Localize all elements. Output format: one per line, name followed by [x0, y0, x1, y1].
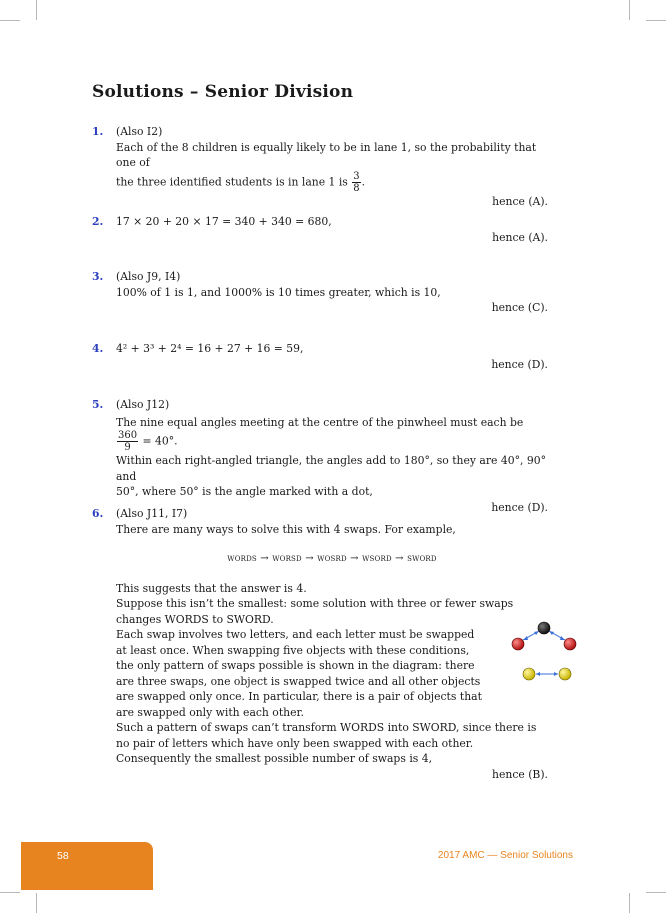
solution-2: [92, 214, 548, 245]
question-note: (Also J12): [116, 398, 170, 411]
ball-black: [538, 622, 550, 634]
solution-text: This suggests that the answer is 4.: [116, 581, 307, 595]
arrowhead: [523, 636, 528, 640]
solution-text: Each of the 8 children is equally likely to be in lane 1, so the probability that one of: [116, 140, 537, 169]
crop-mark: [36, 0, 37, 20]
footer-title: 2017 AMC — Senior Solutions: [437, 850, 573, 861]
answer: hence (A).: [492, 194, 548, 208]
question-note: (Also I2): [116, 125, 163, 138]
question-number: 5.: [92, 398, 104, 411]
footer-bar: [21, 842, 153, 890]
ball-red-right: [564, 638, 576, 650]
answer: hence (B).: [492, 767, 548, 781]
crop-mark: [646, 892, 666, 893]
arrowhead: [560, 636, 565, 640]
solution-text: 50°, where 50° is the angle marked with a dot,: [116, 485, 373, 498]
solution-text: Such a pattern of swaps can’t transform WORDS into SWORD, since there is no pair of letters which have only been swapped with each other. Consequently the smallest possible number of swaps is 4,: [116, 721, 537, 765]
solution-4: [92, 341, 548, 372]
solution-1: [92, 124, 548, 209]
solution-6: [92, 506, 548, 782]
solution-5: [92, 397, 548, 515]
page-number: 58: [57, 850, 69, 862]
question-number: 6.: [92, 507, 104, 520]
swap-chain: words → worsd → wosrd → wsord → sword: [227, 553, 437, 564]
arrowhead: [536, 672, 540, 676]
page-title: Solutions – Senior Division: [92, 82, 354, 102]
solution-text: Each swap involves two letters, and each letter must be swapped at least once. When swapping five objects with these conditions, the only pattern of swaps possible is shown in the diagram: there are three swaps, one object is swapped twice and all other objects are swapped only once. In particular, there is a pair of objects that are swapped only with each other.: [116, 628, 482, 719]
question-number: 2.: [92, 215, 104, 228]
crop-mark: [0, 20, 20, 21]
solution-text: Suppose this isn’t the smallest: some solution with three or fewer swaps changes WORDS to SWORD.: [116, 597, 514, 626]
solution-text: the three identified students is in lane 1 is $\frac{3}{8}$ .: [116, 170, 366, 194]
question-note: (Also J11, I7): [116, 507, 188, 520]
swap-diagram: [508, 616, 588, 686]
question-number: 4.: [92, 342, 104, 355]
ball-yellow-right: [559, 668, 571, 680]
crop-mark: [0, 892, 20, 893]
arrowhead: [549, 631, 554, 635]
crop-mark: [36, 893, 37, 913]
question-number: 1.: [92, 125, 104, 138]
crop-mark: [629, 893, 630, 913]
answer: hence (A).: [492, 230, 548, 244]
ball-red-left: [512, 638, 524, 650]
answer: hence (C).: [491, 301, 548, 314]
arrowhead: [554, 672, 558, 676]
answer: hence (D).: [491, 357, 548, 371]
question-note: (Also J9, I4): [116, 270, 181, 283]
fraction: $\frac{360}{9}$: [118, 430, 138, 453]
question-number: 3.: [92, 270, 104, 283]
crop-mark: [629, 0, 630, 20]
crop-mark: [646, 20, 666, 21]
solution-text: Within each right-angled triangle, the angles add to 180°, so they are 40°, 90° and: [116, 454, 546, 483]
solution-text: There are many ways to solve this with 4 swaps. For example,: [116, 522, 456, 536]
answer: hence (D).: [491, 500, 548, 514]
solution-text: 100% of 1 is 1, and 1000% is 10 times greater, which is 10,: [116, 285, 441, 299]
solution-3: [92, 269, 548, 316]
ball-yellow-left: [523, 668, 535, 680]
arrowhead: [534, 631, 539, 635]
fraction: $\frac{3}{8}$: [353, 170, 360, 194]
solution-text: The nine equal angles meeting at the centre of the pinwheel must each be $\frac{360}{9}$ = 40°.: [116, 415, 524, 453]
solution-text: 4² + 3³ + 2⁴ = 16 + 27 + 16 = 59,: [116, 342, 304, 355]
solution-text: 17 × 20 + 20 × 17 = 340 + 340 = 680,: [116, 215, 332, 228]
